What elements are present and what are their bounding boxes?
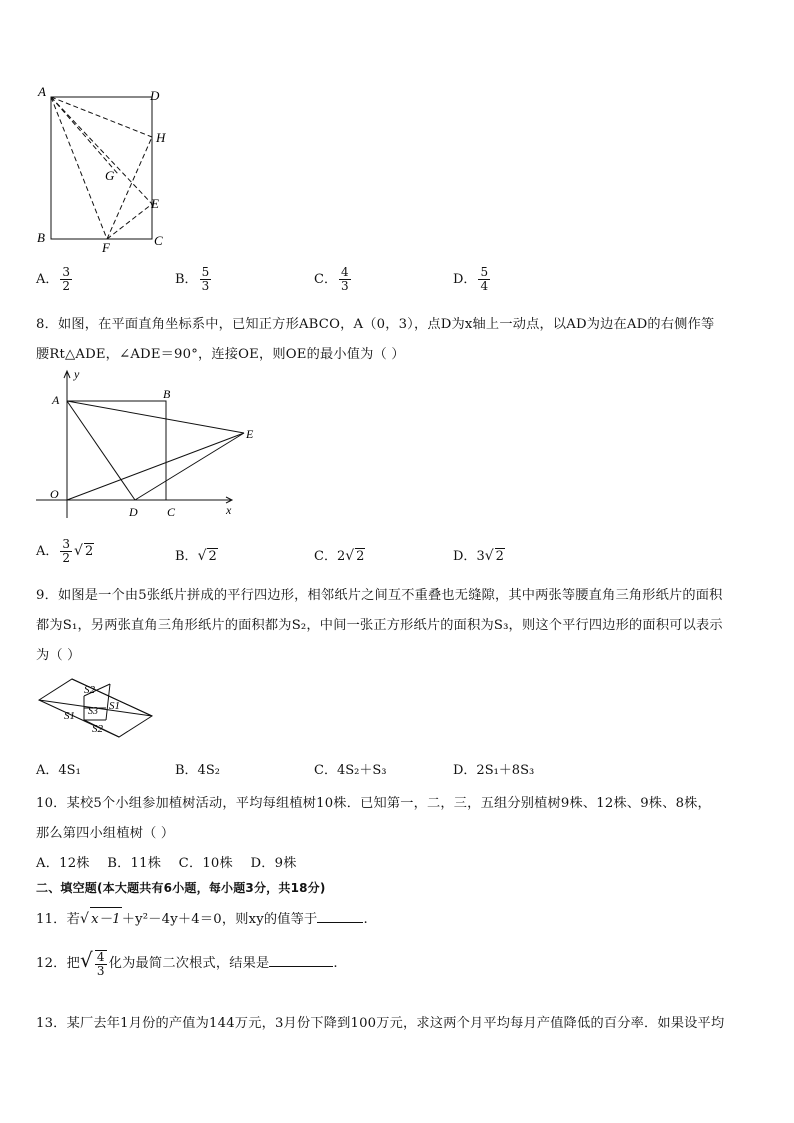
- label-d: D: [150, 88, 160, 103]
- label-a: A: [52, 393, 60, 407]
- section-2-heading: 二、填空题(本大题共有6小题，每小题3分，共18分): [36, 881, 326, 895]
- q7-option-d[interactable]: D． $\frac{5}{4}$: [453, 265, 489, 293]
- axis-y-label: y: [74, 367, 80, 381]
- label-s2-bottom: S2: [92, 723, 103, 735]
- label-g: G: [105, 168, 115, 183]
- q10-text-line2: 那么第四小组植树（ ）: [36, 826, 175, 841]
- label-o: O: [50, 487, 59, 501]
- label-s2-top: S2: [84, 684, 95, 696]
- q8-option-a[interactable]: A． $\frac{3}{2}$ √ 2: [36, 537, 94, 565]
- label-c: C: [154, 233, 163, 248]
- label-b: B: [163, 387, 171, 401]
- q10-options[interactable]: A．12株 B．11株 C．10株 D．9株: [36, 856, 297, 871]
- q7-option-a[interactable]: A． $\frac{3}{2}$: [36, 265, 71, 293]
- q8-option-b[interactable]: B．√ 2: [175, 548, 217, 564]
- q12-answer-blank[interactable]: [269, 966, 333, 967]
- q7-option-b[interactable]: B． $\frac{5}{3}$: [175, 265, 210, 293]
- label-a: A: [38, 84, 46, 99]
- label-f: F: [102, 240, 110, 255]
- q9-text-line1: 9．如图是一个由5张纸片拼成的平行四边形，相邻纸片之间互不重叠也无缝隙，其中两张等腰直角三角形纸片的面积: [36, 588, 723, 603]
- q11-answer-blank[interactable]: [317, 922, 363, 923]
- label-h: H: [156, 130, 166, 145]
- label-e: E: [151, 196, 159, 211]
- label-e: E: [246, 427, 254, 441]
- q8-option-d[interactable]: D．3√ 2: [453, 548, 504, 564]
- label-s1-left: S1: [64, 710, 75, 722]
- q9-option-c[interactable]: C．4S₂＋S₃: [314, 763, 387, 778]
- q11-text: 11．若√ x－1＋y²－4y＋4＝0，则xy的值等于 .: [36, 907, 368, 927]
- axis-x-label: x: [226, 503, 232, 517]
- label-d: D: [129, 505, 138, 519]
- q8-text-line1: 8．如图，在平面直角坐标系中，已知正方形ABCO，A（0，3），点D为x轴上一动点，以AD为边在AD的右侧作等: [36, 317, 715, 332]
- label-s3: S3: [88, 706, 98, 717]
- q9-option-a[interactable]: A．4S₁: [36, 763, 81, 778]
- q7-option-c[interactable]: C． $\frac{4}{3}$: [314, 265, 349, 293]
- label-c: C: [167, 505, 176, 519]
- q8-text-line2: 腰Rt△ADE，∠ADE＝90°，连接OE，则OE的最小值为（ ）: [36, 347, 405, 362]
- figure-coordinate-square: [36, 366, 266, 526]
- q9-option-b[interactable]: B．4S₂: [175, 763, 220, 778]
- q9-option-d[interactable]: D．2S₁＋8S₃: [453, 763, 535, 778]
- q9-text-line2: 都为S₁，另两张直角三角形纸片的面积都为S₂，中间一张正方形纸片的面积为S₃，则这个平行四边形的面积可以表示: [36, 618, 723, 633]
- q8-option-c[interactable]: C．2√ 2: [314, 548, 365, 564]
- q9-text-line3: 为（ ）: [36, 648, 81, 663]
- figure-parallelogram: [36, 672, 161, 744]
- figure-rectangle-abcd: [30, 82, 180, 257]
- label-b: B: [37, 230, 45, 245]
- q12-text: 12．把√ $\frac{4}{3}$ 化为最简二次根式，结果是 .: [36, 948, 338, 978]
- q13-text-line1: 13．某厂去年1月份的产值为144万元，3月份下降到100万元，求这两个月平均每月产值降低的百分率．如果设平均: [36, 1016, 725, 1031]
- label-s1-right: S1: [109, 700, 120, 712]
- q10-text-line1: 10．某校5个小组参加植树活动，平均每组植树10株．已知第一，二，三，五组分别植树9株、12株、9株、8株，: [36, 796, 711, 811]
